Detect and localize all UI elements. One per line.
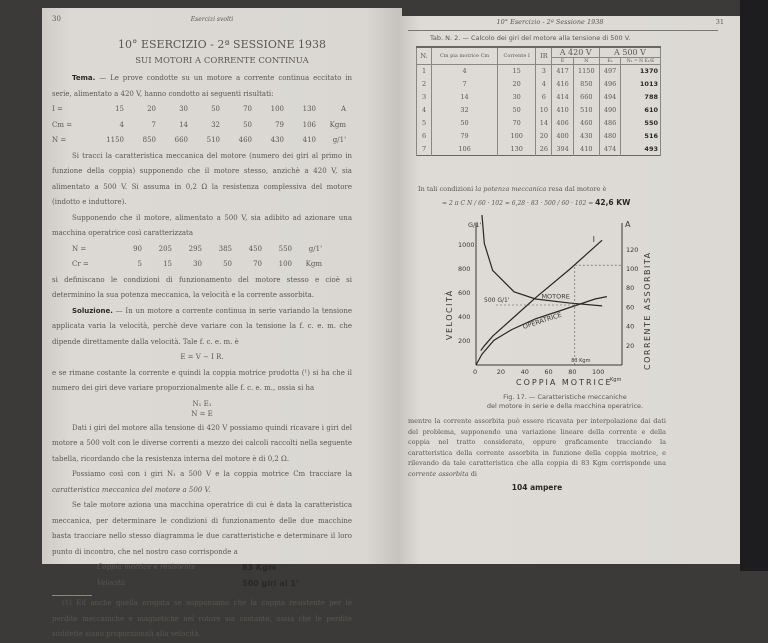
unit: Kgm bbox=[305, 260, 322, 268]
cell: 660 bbox=[174, 136, 188, 144]
table-cell: 70 bbox=[498, 117, 536, 130]
cell: 79 bbox=[275, 120, 284, 129]
table-cell: 400 bbox=[552, 130, 573, 143]
machine-table bbox=[52, 242, 352, 273]
y2-tick-label: 20 bbox=[626, 341, 635, 350]
unit: g/1' bbox=[332, 136, 346, 144]
running-head: 10° Esercizio - 2ª Sessione 1938 bbox=[496, 18, 604, 26]
page-number: 30 bbox=[52, 15, 61, 23]
col-header: A 420 V bbox=[552, 47, 599, 58]
left-text bbox=[52, 71, 352, 643]
table-cell: 410 bbox=[573, 143, 599, 156]
x-tick-label: 40 bbox=[520, 368, 529, 376]
data-table bbox=[52, 102, 352, 149]
col-header: N₁ = N E₁/E bbox=[621, 58, 661, 65]
page-number: 31 bbox=[715, 18, 724, 26]
y2-tick-label: 120 bbox=[626, 245, 639, 254]
table-cell: 1 bbox=[417, 65, 432, 78]
table-cell: 460 bbox=[573, 117, 599, 130]
table-row bbox=[417, 78, 661, 91]
cell: 30 bbox=[193, 260, 202, 268]
col-header: E₁ bbox=[599, 58, 620, 65]
table-row bbox=[417, 104, 661, 117]
data-row bbox=[52, 102, 352, 118]
table-cell: 550 bbox=[621, 117, 661, 130]
cell: 295 bbox=[188, 244, 202, 253]
table-cell: 32 bbox=[432, 104, 498, 117]
paragraph: Si tracci la caratteristica meccanica del motore (numero dei giri al primo in funzione della coppia) supponendo che il motore stesso, anzichè a 420 V, sia alimentato a 500 V. Si assuma in 0,2 Ω la resistenza complessiva del motore (indotto e induttore). bbox=[52, 151, 352, 206]
table-cell: 3 bbox=[536, 65, 552, 78]
cell: 5 bbox=[137, 260, 142, 268]
cell: 50 bbox=[223, 260, 232, 268]
data-row bbox=[72, 257, 352, 273]
paragraph: Supponendo che il motore, alimentato a 500 V, sia adibito ad azionare una macchina operatrice così caratterizzata bbox=[52, 213, 352, 237]
table-cell: 850 bbox=[573, 78, 599, 91]
table-cell: 430 bbox=[573, 130, 599, 143]
table-cell: 496 bbox=[599, 78, 620, 91]
cell: 510 bbox=[206, 136, 220, 144]
y2-tick-label: 40 bbox=[626, 322, 635, 331]
result-value: 83 Kgm bbox=[242, 563, 277, 572]
table-cell: 100 bbox=[498, 130, 536, 143]
cell: 385 bbox=[218, 244, 232, 253]
power-intro: In tali condizioni la potenza meccanica resa dal motore è bbox=[418, 185, 607, 193]
cell: 450 bbox=[248, 244, 262, 253]
y2-unit: A bbox=[625, 220, 631, 229]
table-cell: 493 bbox=[621, 143, 661, 156]
table-cell: 7 bbox=[432, 78, 498, 91]
tema-label: Tema. bbox=[72, 74, 96, 82]
table-caption: Tab. N. 2. — Calcolo dei giri del motore alla tensione di 500 V. bbox=[430, 34, 631, 42]
table-cell: 414 bbox=[552, 91, 573, 104]
annotation: 500 G/1' bbox=[484, 297, 510, 304]
col-header: E bbox=[552, 58, 573, 65]
cell: 70 bbox=[243, 105, 252, 113]
formula-numerator: N₁ E₁ bbox=[192, 399, 212, 408]
row-label: Cm = bbox=[52, 120, 73, 129]
unit: Kgm bbox=[329, 120, 346, 129]
cell: 410 bbox=[302, 136, 316, 144]
paragraph: e se rimane costante la corrente e quindi la coppia motrice prodotta (¹) si ha che il numero dei giri deve variare proporzionalmente alle f. c. e. m., ossia si ha bbox=[52, 368, 352, 392]
col-header: A 500 V bbox=[599, 47, 660, 58]
series-label: MOTORE bbox=[541, 292, 570, 301]
table-row bbox=[417, 91, 661, 104]
y-tick-label: 600 bbox=[458, 289, 471, 297]
formula-part: 6,28 · 83 · 500 / 60 · 102 bbox=[511, 200, 587, 207]
paragraph: Dati i giri del motore alla tensione di 420 V possiamo quindi ricavare i giri del motore a 500 volt con le diverse correnti a mezzo dei calcoli raccolti nella seguente tabella, ricordando che la resistenza interna del motore è di 0,2 Ω. bbox=[52, 423, 352, 463]
x-tick-label: 80 bbox=[568, 368, 577, 376]
series-label: I bbox=[592, 235, 595, 245]
table-cell: 26 bbox=[536, 143, 552, 156]
table-cell: 494 bbox=[599, 91, 620, 104]
formula: E = V − I R. bbox=[180, 353, 224, 361]
figure-caption: Fig. 17. — Caratteristiche meccaniche del motore in serie e della macchina operatrice. bbox=[486, 393, 644, 410]
fig17-chart bbox=[440, 215, 690, 391]
cell: 20 bbox=[147, 105, 156, 113]
cell: 205 bbox=[158, 244, 172, 253]
col-header: N bbox=[573, 58, 599, 65]
x-axis-label: COPPIA MOTRICE bbox=[516, 378, 613, 387]
series-line-operatrice bbox=[476, 297, 607, 365]
paragraph: Se tale motore aziona una macchina operatrice di cui è data la caratteristica meccanica, per determinare le condizioni di funzionamento delle due macchine basta tracciare nello stesso diagramma le due caratteristiche e determinare il loro punto di incontro, che nel nostro caso corrisponde a bbox=[52, 501, 352, 556]
table-cell: 6 bbox=[536, 91, 552, 104]
table-row bbox=[417, 130, 661, 143]
cell: 7 bbox=[151, 120, 156, 129]
cell: 50 bbox=[243, 120, 252, 129]
table-cell: 14 bbox=[536, 117, 552, 130]
table-cell: 79 bbox=[432, 130, 498, 143]
running-head: Esercizi svolti bbox=[190, 16, 234, 23]
paragraph: mentre la corrente assorbita può essere ricavata per interpolazione dai dati del problema, supponendo una variazione lineare della corrente e della coppia nel tratto considerato, oppure graficamente tracciando la caratteristica della corrente assorbita in funzione della coppia motrice, e rilevando da tale caratteristica che alla coppia di 83 Kgm corrisponde una bbox=[408, 417, 666, 467]
table-cell: 4 bbox=[536, 78, 552, 91]
table-cell: 20 bbox=[498, 78, 536, 91]
row-label: N = bbox=[52, 136, 67, 144]
cell: 30 bbox=[179, 105, 188, 113]
row-label: I = bbox=[52, 105, 63, 113]
x-tick-label: 20 bbox=[496, 368, 506, 376]
cell: 430 bbox=[270, 136, 284, 144]
footnote: (1) Ed anche quella erogata se supponiamo che la coppia resistente per le perdite meccaniche e magnetiche nel rotore sia costante, ossia che le perdite suddette siano proporzionali alla velocità. bbox=[52, 599, 352, 638]
table-cell: 7 bbox=[417, 143, 432, 156]
table-cell: 474 bbox=[599, 143, 620, 156]
formula-denominator: N = E bbox=[191, 409, 213, 418]
col-header: N. bbox=[417, 47, 432, 65]
cell: 1150 bbox=[106, 136, 124, 144]
cell: 90 bbox=[133, 244, 142, 253]
left-page bbox=[42, 8, 402, 638]
table-cell: 130 bbox=[498, 143, 536, 156]
table-cell: 30 bbox=[498, 91, 536, 104]
paragraph: si definiscano le condizioni di funzionamento del motore stesso e cioè si determinino la sua potenza meccanica, la velocità e la corrente assorbita. bbox=[52, 275, 352, 299]
table-cell: 15 bbox=[498, 65, 536, 78]
col-header: IR bbox=[536, 47, 552, 65]
table-cell: 2 bbox=[417, 78, 432, 91]
table-cell: 4 bbox=[432, 65, 498, 78]
data-row bbox=[52, 133, 352, 149]
book-edge bbox=[740, 0, 768, 571]
y2-axis-label: CORRENTE ASSORBITA bbox=[643, 251, 652, 370]
table-cell: 10 bbox=[536, 104, 552, 117]
formula-part: 2 π C N / 60 · 102 bbox=[448, 200, 503, 207]
table-cell: 410 bbox=[552, 104, 573, 117]
unit: A bbox=[340, 105, 346, 113]
table-cell: 510 bbox=[573, 104, 599, 117]
x-tick-label: 0 bbox=[473, 368, 478, 376]
y-axis-label: VELOCITÀ bbox=[445, 289, 454, 340]
table-cell: 1150 bbox=[573, 65, 599, 78]
row-label: N = bbox=[72, 244, 87, 253]
result-label: Coppia motrice e resistente bbox=[97, 563, 196, 571]
exercise-title: 10° ESERCIZIO - 2ª SESSIONE 1938 bbox=[117, 38, 327, 51]
cell: 460 bbox=[238, 136, 252, 144]
table-cell: 6 bbox=[417, 130, 432, 143]
table-cell: 50 bbox=[498, 104, 536, 117]
table-cell: 106 bbox=[432, 143, 498, 156]
table-cell: 486 bbox=[599, 117, 620, 130]
right-text: mentre la corrente assorbita può essere ricavata per interpolazione dai dati del problema, supponendo una variazione lineare della corrente e della coppia nel tratto considerato, oppure graficamente tracciando la caratteristica della corrente assorbita in funzione della coppia motrice, e rilevando da tale caratteristica che alla coppia di 83 Kgm corrisponde una corrente assorbita di 104 ampere bbox=[408, 417, 666, 492]
y-tick-label: 1000 bbox=[458, 241, 475, 249]
table-cell: 3 bbox=[417, 91, 432, 104]
table-row bbox=[417, 117, 661, 130]
table-cell: 416 bbox=[552, 78, 573, 91]
y-tick-label: 800 bbox=[458, 265, 471, 273]
y-unit: G/1' bbox=[468, 221, 482, 229]
cell: 130 bbox=[302, 105, 316, 113]
result-label: Velocità bbox=[97, 578, 126, 587]
cell: 4 bbox=[119, 120, 124, 129]
table-cell: 4 bbox=[417, 104, 432, 117]
right-page bbox=[400, 16, 740, 564]
paragraph-italic: corrente assorbita bbox=[408, 469, 469, 478]
table-cell: 394 bbox=[552, 143, 573, 156]
table-cell: 480 bbox=[599, 130, 620, 143]
table-cell: 610 bbox=[621, 104, 661, 117]
tema-text: — Le prove condotte su un motore a corrente continua eccitato in serie, alimentato a 420 V, hanno condotto ai seguenti risultati: bbox=[52, 74, 352, 98]
table-cell: 406 bbox=[552, 117, 573, 130]
data-row bbox=[72, 242, 352, 258]
y-tick-label: 200 bbox=[458, 337, 471, 345]
cell: 70 bbox=[253, 260, 262, 268]
table-cell: 14 bbox=[432, 91, 498, 104]
table-cell: 497 bbox=[599, 65, 620, 78]
table-cell: 50 bbox=[432, 117, 498, 130]
x-unit: Kgm bbox=[610, 377, 622, 383]
exercise-subtitle: SUI MOTORI A CORRENTE CONTINUA bbox=[135, 56, 309, 66]
y2-tick-label: 80 bbox=[626, 284, 635, 293]
series-label: OPERATRICE bbox=[521, 310, 563, 331]
power-formula: = 2 π C N / 60 · 102 = 6,28 · 83 · 500 / 60 · 102 = 42,6 KW bbox=[442, 198, 631, 207]
data-row bbox=[52, 118, 352, 134]
cell: 106 bbox=[302, 120, 316, 129]
table-cell: 516 bbox=[621, 130, 661, 143]
col-header: Cm pia motrice Cm bbox=[432, 47, 498, 65]
col-header: Corrente I bbox=[498, 47, 536, 65]
cell: 550 bbox=[278, 244, 292, 253]
table-row bbox=[417, 143, 661, 156]
cell: 100 bbox=[278, 260, 292, 268]
power-result: 42,6 KW bbox=[595, 198, 631, 207]
current-result: 104 ampere bbox=[511, 483, 563, 492]
cell: 50 bbox=[211, 105, 220, 113]
row-label: Cr = bbox=[72, 260, 89, 268]
cell: 32 bbox=[211, 120, 220, 129]
table-cell: 490 bbox=[599, 104, 620, 117]
y2-tick-label: 60 bbox=[626, 303, 635, 312]
soluzione-label: Soluzione. bbox=[72, 306, 113, 315]
table-cell: 417 bbox=[552, 65, 573, 78]
unit: g/1' bbox=[308, 244, 322, 253]
cell: 15 bbox=[163, 260, 172, 268]
soluzione-text: — In un motore a corrente continua in serie variando la tensione applicata varia la velocità, perchè deve variare con la tensione la f. c. e. m. che dipende direttamente dalla velocità. Tale f. c. e. m. è bbox=[52, 306, 352, 346]
cell: 15 bbox=[115, 105, 124, 113]
table-cell: 1370 bbox=[621, 65, 661, 78]
cell: 100 bbox=[270, 105, 284, 113]
table-cell: 5 bbox=[417, 117, 432, 130]
paragraph-italic: caratteristica meccanica del motore a 500 V. bbox=[52, 485, 211, 494]
annotation: 83 Kgm bbox=[571, 358, 591, 364]
result-value: 500 giri al 1' bbox=[242, 578, 299, 588]
y-tick-label: 400 bbox=[458, 313, 471, 321]
table-cell: 1013 bbox=[621, 78, 661, 91]
calc-table bbox=[416, 46, 661, 156]
table-row bbox=[417, 65, 661, 78]
table-cell: 788 bbox=[621, 91, 661, 104]
table-cell: 20 bbox=[536, 130, 552, 143]
x-tick-label: 60 bbox=[544, 368, 553, 376]
paragraph: Possiamo così con i giri N₁ a 500 V e la coppia motrice Cm tracciare la bbox=[72, 470, 352, 478]
x-tick-label: 100 bbox=[592, 368, 605, 376]
cell: 850 bbox=[142, 136, 156, 144]
cell: 14 bbox=[179, 120, 188, 129]
table-cell: 660 bbox=[573, 91, 599, 104]
y2-tick-label: 100 bbox=[626, 265, 639, 273]
